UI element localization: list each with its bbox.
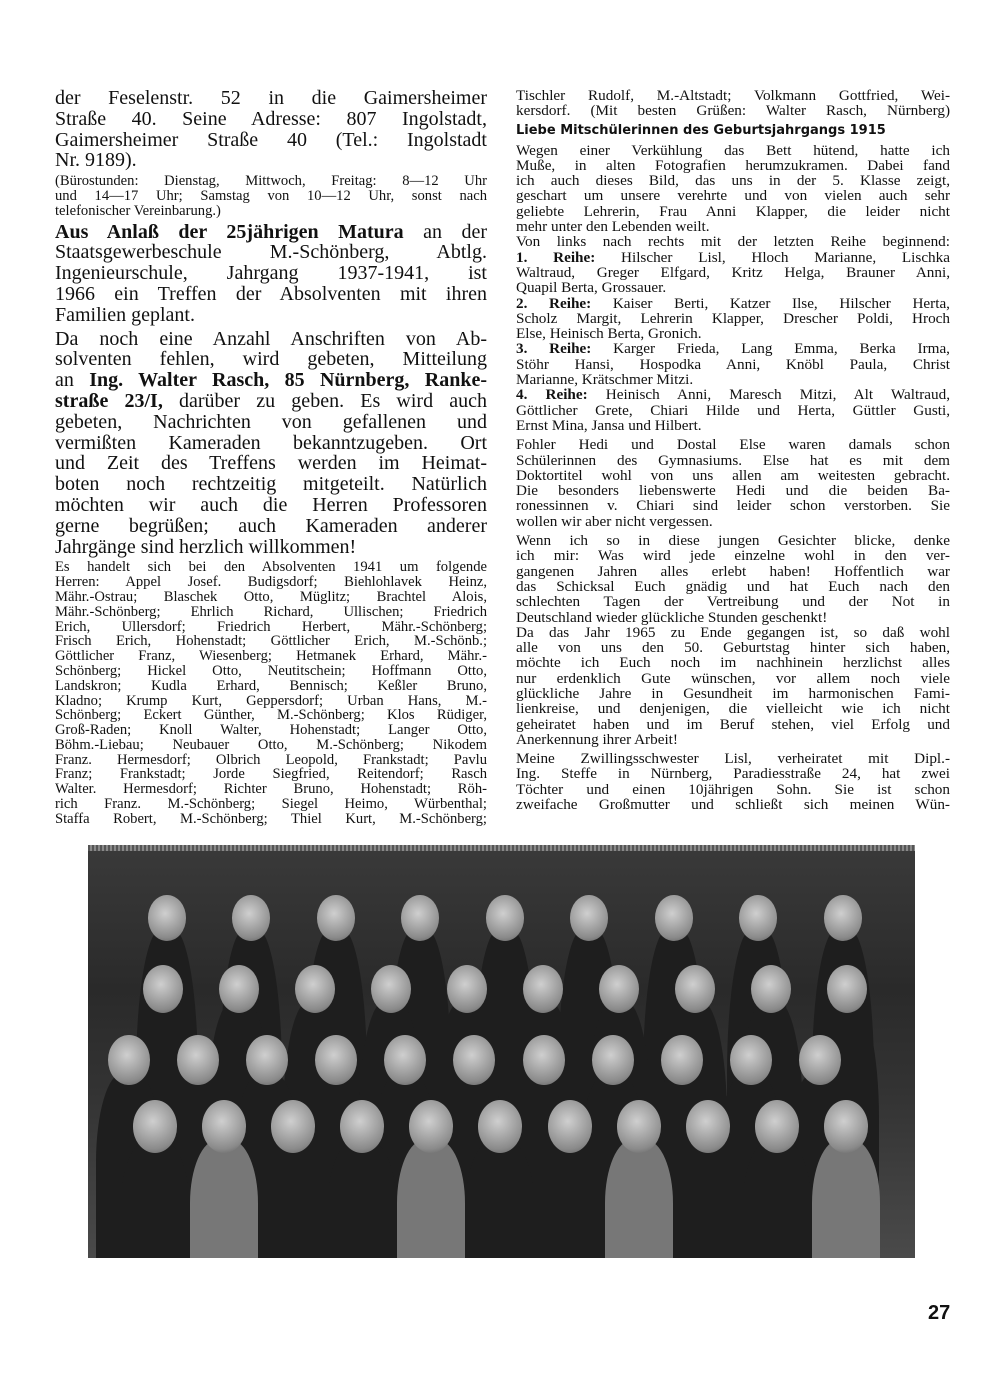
figure-body (397, 1140, 465, 1258)
class-group-photo (88, 845, 915, 1258)
paragraph (516, 387, 950, 433)
text-line: gangenen Jahren alles erlebt haben! Hoffentlich war (516, 562, 950, 580)
text-line: Franz. Hermesdorf; Olbrich Leopold, Frankstadt; Pavlu (55, 751, 487, 768)
text-line: telefonischer Vereinbarung.) (55, 202, 221, 219)
text-line: möchte ich Euch noch im nachhinein herzlichst alles (516, 654, 950, 672)
text-line: Deutschland wieder glückliche Stunden geschenkt! (516, 608, 828, 626)
paragraph (55, 329, 487, 558)
face (409, 1100, 453, 1153)
bold-text: straße 23/I, (55, 389, 163, 412)
paragraph (55, 560, 487, 826)
text-line: alle von uns den 50. Geburtstag hinter sich haben, (516, 639, 950, 657)
face (177, 1035, 219, 1085)
text-span: Kaiser Berti, Katzer Ilse, Hilscher Herta, (591, 294, 950, 312)
face (340, 1100, 384, 1153)
text-line: ronessinnen v. Chiari sind leider schon verstorben. Sie (516, 497, 950, 515)
face (317, 895, 355, 941)
paragraph (55, 88, 487, 171)
text-line (55, 222, 487, 243)
text-line: Da das Jahr 1965 zu Ende gegangen ist, so daß wohl (516, 623, 950, 641)
face (755, 1100, 799, 1153)
face (523, 965, 563, 1013)
paragraph (55, 222, 487, 326)
face (570, 895, 608, 941)
text-line: glückliche Jahre in Gesundheit im harmonischen Fami- (516, 684, 950, 702)
text-line: Anerkennung ihrer Arbeit! (516, 730, 678, 748)
figure-body (190, 1140, 258, 1258)
face (202, 1100, 246, 1153)
text-line: Familien geplant. (55, 303, 195, 326)
figure-body (328, 1140, 396, 1258)
face (108, 1035, 150, 1085)
face (824, 1100, 868, 1153)
bold-text: 1. Reihe: (516, 248, 596, 266)
face (219, 965, 259, 1013)
text-line: Frisch Erich, Hohenstadt; Göttlicher Erich, M.-Schönb.; (55, 633, 487, 650)
text-line: solventen fehlen, wird gebeten, Mitteilung (55, 348, 487, 371)
text-line: 1966 ein Treffen der Absolventen mit ihren (55, 282, 487, 305)
text-line: gebeten, Nachrichten von gefallenen und (55, 410, 487, 433)
text-line: möchten wir auch die Herren Professoren (55, 493, 487, 516)
text-line: Von links nach rechts mit der letzten Reihe beginnend: (516, 233, 950, 251)
text-line: und 14—17 Uhr; Samstag von 10—12 Uhr, sonst nach (55, 187, 487, 204)
face (486, 895, 524, 941)
text-line: Gaimersheimer Straße 40 (Tel.: Ingolstadt (55, 128, 487, 151)
text-line: Straße 40. Seine Adresse: 807 Ingolstadt, (55, 107, 487, 130)
text-line: Meine Zwillingsschwester Lisl, verheiratet mit Dipl.- (516, 750, 950, 768)
text-line: Kladno; Krump Kurt, Geppersdorf; Urban Hans, M.- (55, 692, 487, 709)
text-line: Fohler Hedi und Dostal Else waren damals schon (516, 436, 950, 454)
text-line: Franz; Frankstadt; Jorde Siegfried, Reitendorf; Rasch (55, 766, 487, 783)
face (730, 1035, 772, 1085)
paragraph (55, 174, 487, 218)
text-line: rich Franz. M.-Schönberg; Siegel Heimo, Würbenthal; (55, 796, 487, 813)
section-heading (516, 123, 950, 139)
text-line: Scholz Margit, Lehrerin Klapper, Drescher Poldi, Hroch (516, 309, 950, 327)
paragraph (516, 437, 950, 529)
face (799, 1035, 841, 1085)
text-line: Else, Heinisch Berta, Gronich. (516, 325, 702, 343)
text-line: lienkreise, und denjenigen, die vielleicht wie ich nicht (516, 700, 950, 718)
text-line: Göttlicher Grete, Chiari Hilde und Herta, Güttler Gusti, (516, 401, 950, 419)
text-line: Waltraud, Greger Elfgard, Kritz Helga, Brauner Anni, (516, 263, 950, 281)
face (617, 1100, 661, 1153)
text-line: Walter. Hermesdorf; Richter Bruno, Hohenstadt; Röh- (55, 781, 487, 798)
figure-body (121, 1140, 189, 1258)
text-line: Die besonders liebenswerte Hedi und die beiden Ba- (516, 482, 950, 500)
text-line: schlechten Tagen der Vertreibung und der Not in (516, 593, 950, 611)
face (661, 1035, 703, 1085)
text-line: Stöhr Hansi, Hospodka Anni, Knöbl Paula, Christ (516, 355, 950, 373)
text-line: der Feselenstr. 52 in die Gaimersheimer (55, 87, 487, 109)
figure-body (536, 1140, 604, 1258)
text-line: kersdorf. (Mit besten Grüßen: Walter Rasch, Nürnberg) (516, 102, 950, 120)
text-line: wollen wir aber nicht vergessen. (516, 512, 713, 530)
face (675, 965, 715, 1013)
text-line: Erich, Ullersdorf; Friedrich Herbert, Mähr.-Schönberg; (55, 618, 487, 635)
text-line: mehr unter den Lebenden weilt. (516, 218, 710, 236)
text-line: Marianne, Krätschmer Mitzi. (516, 371, 694, 389)
text-line (516, 387, 950, 402)
text-line: Da noch eine Anzahl Anschriften von Ab- (55, 327, 487, 350)
text-line: Groß-Raden; Knoll Walter, Hohenstadt; Langer Otto, (55, 722, 487, 739)
figure-body (466, 1140, 534, 1258)
page-number: 27 (928, 1302, 951, 1324)
bold-text: Aus Anlaß der 25jährigen Matura (55, 220, 404, 243)
text-line (516, 296, 950, 311)
text-line (55, 370, 487, 391)
face (143, 965, 183, 1013)
text-line: Doktortitel wohl von uns allen am weitesten gebracht. (516, 466, 950, 484)
text-span: an der (403, 220, 487, 243)
text-line: Ingenieurschule, Jahrgang 1937-1941, ist (55, 262, 487, 285)
text-line: Landskron; Kudla Erhard, Bennisch; Keßler Bruno, (55, 677, 487, 694)
text-line: Ing. Steffe in Nürnberg, Paradiesstraße 24, hat zwei (516, 765, 950, 783)
text-line: Jahrgänge sind herzlich willkommen! (55, 535, 357, 558)
text-line (55, 391, 487, 412)
paragraph (516, 533, 950, 625)
text-line: gerne begrüßen; auch Kameraden anderer (55, 514, 487, 537)
text-line: Tischler Rudolf, M.-Altstadt; Volkmann Gottfried, Wei- (516, 87, 950, 104)
text-line: vermißten Kameraden bekanntzugeben. Ort (55, 431, 487, 454)
text-span: an (55, 369, 90, 392)
face (739, 895, 777, 941)
face (295, 965, 335, 1013)
text-line: Göttlicher Franz, Wiesenberg; Hetmanek Erhard, Mähr.- (55, 648, 487, 665)
text-span: Heinisch Anni, Maresch Mitzi, Alt Waltraud, (587, 386, 950, 404)
text-line: Ernst Mina, Jansa und Hilbert. (516, 416, 702, 434)
left-column (55, 88, 487, 827)
bold-text: 3. Reihe: (516, 340, 592, 358)
text-line: nur erdenklich Gute wünschen, vor allem noch viele (516, 669, 950, 687)
paragraph (516, 250, 950, 296)
face (599, 965, 639, 1013)
face (232, 895, 270, 941)
text-line: das Schicksal Euch gnädig und hat Euch nach den (516, 577, 950, 595)
text-span: Hilscher Lisl, Hloch Marianne, Lischka (595, 248, 950, 266)
face (271, 1100, 315, 1153)
photo-edge (88, 845, 915, 851)
face (371, 965, 411, 1013)
paragraph (516, 341, 950, 387)
face (447, 965, 487, 1013)
text-line: (Bürostunden: Dienstag, Mittwoch, Freitag: 8—12 Uhr (55, 173, 487, 190)
text-line: Wenn ich so in diese jungen Gesichter blicke, denke (516, 532, 950, 550)
paragraph (516, 296, 950, 342)
face (478, 1100, 522, 1153)
paragraph (516, 143, 950, 235)
text-line: Wegen einer Verkühlung das Bett hütend, hatte ich (516, 141, 950, 159)
text-line: Herren: Appel Josef. Budigsdorf; Biehlohlavek Heinz, (55, 574, 487, 591)
text-line: Liebe Mitschülerinnen des Geburtsjahrgangs 1915 (516, 122, 886, 138)
text-line: Nr. 9189). (55, 149, 137, 172)
text-span: darüber zu geben. Es wird auch (162, 389, 487, 412)
text-line: geschart um unsere verehrte und von vielen auch sehr (516, 187, 950, 205)
text-line: boten noch rechtzeitig mitgeteilt. Natürlich (55, 473, 487, 496)
paragraph (516, 234, 950, 249)
text-line: und Zeit des Treffens werden im Heimat- (55, 452, 487, 475)
bold-text: 4. Reihe: (516, 386, 588, 404)
text-line: Töchter und einen 10jährigen Sohn. Sie ist schon (516, 780, 950, 798)
right-column (516, 88, 950, 812)
face (592, 1035, 634, 1085)
text-span: Karger Frieda, Lang Emma, Berka Irma, (591, 340, 950, 358)
paragraph (516, 751, 950, 812)
text-line: Schönberg; Hickel Otto, Neutitschein; Hoffmann Otto, (55, 662, 487, 679)
face (686, 1100, 730, 1153)
face (827, 965, 867, 1013)
face (824, 895, 862, 941)
text-line: ich mir: Was wird jede einzelne wohl in den ver- (516, 547, 950, 565)
text-line: Quapil Berta, Grossauer. (516, 279, 667, 297)
figure-body (743, 1140, 811, 1258)
text-line: geliebte Lehrerin, Frau Anni Klapper, die leider nicht (516, 202, 950, 220)
figure-body (674, 1140, 742, 1258)
text-line: Schülerinnen des Gymnasiums. Else hat es mit dem (516, 451, 950, 469)
text-line (516, 341, 950, 356)
face (133, 1100, 177, 1153)
text-line: Staatsgewerbeschule M.-Schönberg, Abtlg. (55, 241, 487, 264)
face (751, 965, 791, 1013)
text-line: Es handelt sich bei den Absolventen 1941 um folgende (55, 559, 487, 576)
paragraph (516, 625, 950, 747)
paragraph (516, 88, 950, 119)
text-line: ich auch dieses Bild, das uns in der 5. Klasse zeigt, (516, 172, 950, 190)
face (655, 895, 693, 941)
text-line: Mähr.-Ostrau; Blaschek Otto, Müglitz; Brachtel Alois, (55, 588, 487, 605)
bold-text: 2. Reihe: (516, 294, 592, 312)
text-line: Staffa Robert, M.-Schönberg; Thiel Kurt, M.-Schönberg; (55, 810, 487, 827)
face (548, 1100, 592, 1153)
text-line: zweifache Großmutter und schließt sich meinen Wün- (516, 796, 950, 814)
text-line (516, 250, 950, 265)
figure-body (259, 1140, 327, 1258)
face (523, 1035, 565, 1085)
text-line: geheiratet haben und im Beruf stehen, viel Erfolg und (516, 715, 950, 733)
figure-body (605, 1140, 673, 1258)
bold-text: Ing. Walter Rasch, 85 Nürnberg, Ranke- (89, 369, 487, 392)
face (148, 895, 186, 941)
face (401, 895, 439, 941)
text-line: Böhm.-Liebau; Neubauer Otto, M.-Schönberg; Nikodem (55, 736, 487, 753)
figure-body (812, 1140, 880, 1258)
text-line: Mähr.-Schönberg; Ehrlich Richard, Ullischen; Friedrich (55, 603, 487, 620)
text-line: Schönberg; Eckert Günther, M.-Schönberg; Klos Rüdiger, (55, 707, 487, 724)
text-line: Muße, in alten Fotografien herumzukramen. Dabei fand (516, 156, 950, 174)
